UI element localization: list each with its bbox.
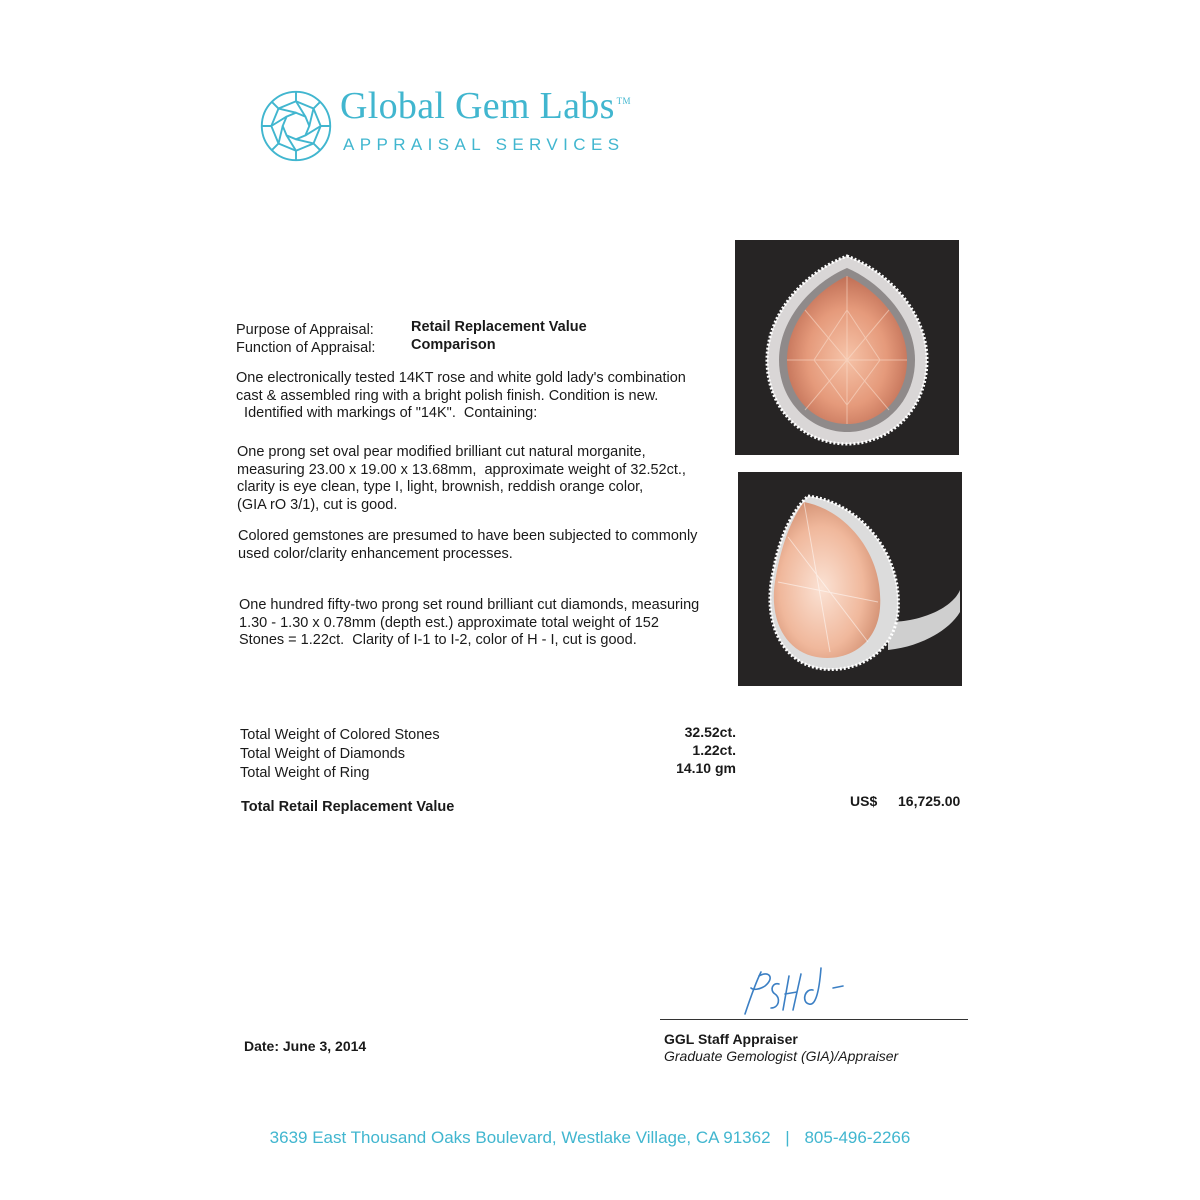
enhancement-line: Colored gemstones are presumed to have been subjected to commonly [238,528,698,544]
diamond-description [239,597,699,650]
total-retail-value-label: Total Retail Replacement Value [241,799,455,815]
morganite-description-line: clarity is eye clean, type I, light, brownish, reddish orange color, [237,479,644,495]
company-name: Global Gem Labs ™ [340,85,631,127]
diamond-description-line: Stones = 1.22ct. Clarity of I-1 to I-2, color of H - I, cut is good. [239,632,637,648]
footer-address: 3639 East Thousand Oaks Boulevard, Westlake Village, CA 91362 [269,1128,771,1147]
enhancement-disclaimer [238,528,697,563]
function-value: Comparison [411,337,496,353]
total-ring-weight-label: Total Weight of Ring [240,765,370,781]
ring-side-view-photo [738,472,962,686]
signature-line [660,1019,968,1020]
purpose-label: Purpose of Appraisal: [236,322,374,338]
morganite-description-line: One prong set oval pear modified brilliant cut natural morganite, [237,444,646,460]
appraiser-name: GGL Staff Appraiser [664,1031,798,1047]
ring-description [236,370,686,423]
diamond-description-line: 1.30 - 1.30 x 0.78mm (depth est.) approximate total weight of 152 [239,614,659,631]
enhancement-line: used color/clarity enhancement processes. [238,545,513,562]
total-diamonds-label: Total Weight of Diamonds [240,746,405,762]
morganite-description-line: measuring 23.00 x 19.00 x 13.68mm, approximate weight of 32.52ct., [237,461,686,478]
ring-description-line: Identified with markings of "14K". Containing: [236,405,538,421]
purpose-value: Retail Replacement Value [411,319,587,335]
currency-label: US$ [850,793,878,809]
total-colored-stones-label: Total Weight of Colored Stones [240,727,440,743]
ring-description-line: One electronically tested 14KT rose and white gold lady's combination [236,370,686,386]
footer-phone: 805-496-2266 [804,1128,911,1147]
total-colored-stones-value: 32.52ct. [684,724,736,740]
trademark: TM [616,96,631,107]
company-tagline: APPRAISAL SERVICES [343,135,625,154]
morganite-description [237,444,686,514]
total-retail-value-amount: 16,725.00 [898,793,961,809]
diamond-description-line: One hundred fifty-two prong set round brilliant cut diamonds, measuring [239,597,700,613]
ring-top-view-photo [735,240,959,455]
morganite-description-line: (GIA rO 3/1), cut is good. [237,496,398,513]
appraisal-date: Date: June 3, 2014 [244,1038,367,1054]
ring-description-line: cast & assembled ring with a bright polish finish. Condition is new. [236,387,659,404]
footer-separator: | [785,1128,790,1147]
appraiser-signature [735,962,855,1022]
appraiser-credentials: Graduate Gemologist (GIA)/Appraiser [664,1048,899,1064]
function-label: Function of Appraisal: [236,340,376,356]
total-ring-weight-value: 14.10 gm [676,760,736,776]
total-diamonds-value: 1.22ct. [692,742,736,758]
gem-logo-icon [258,88,334,164]
footer-contact [0,1128,1180,1148]
